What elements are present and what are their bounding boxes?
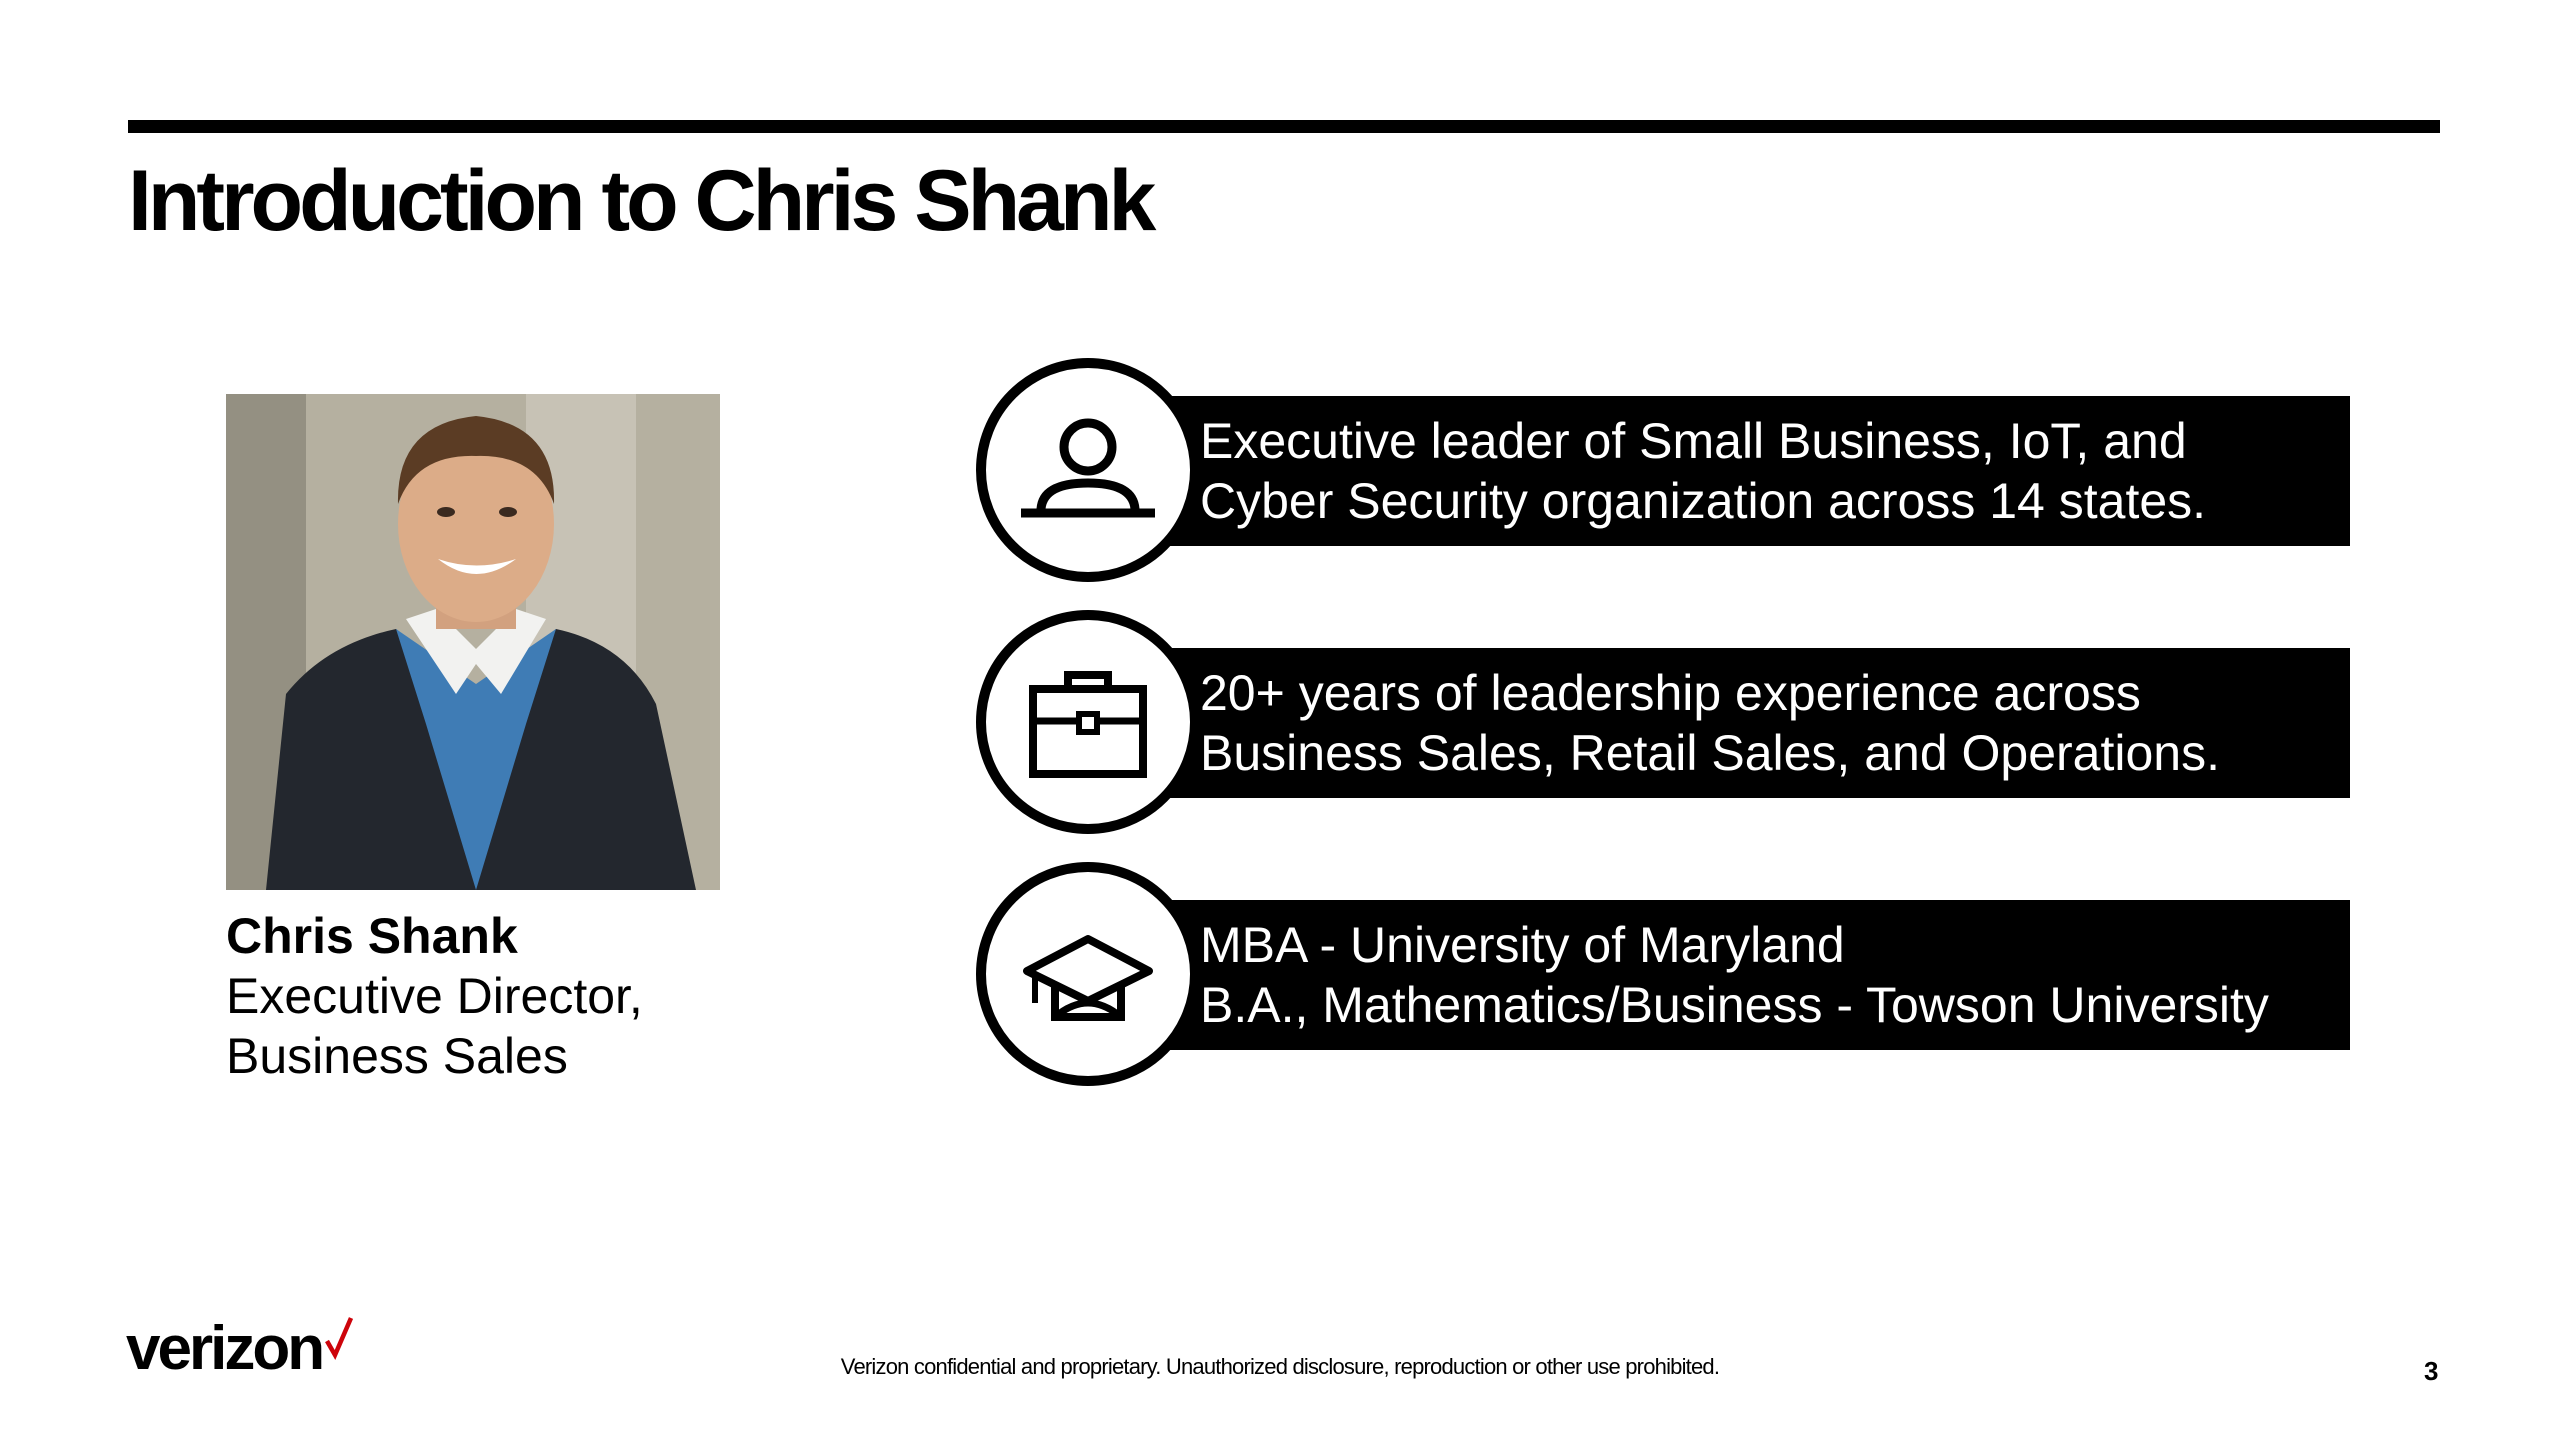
highlight-line: Cyber Security organization across 14 states. (1200, 473, 2207, 529)
logo-wordmark: verizon (126, 1314, 323, 1383)
highlight-text-box (1076, 396, 2350, 546)
person-name: Chris Shank (226, 908, 518, 964)
highlight-line: MBA - University of Maryland (1200, 917, 1845, 973)
person-title: Executive Director, Business Sales (226, 968, 643, 1084)
highlight-text-box (1076, 648, 2350, 798)
highlight-line: Business Sales, Retail Sales, and Operations. (1200, 725, 2220, 781)
highlight-text-box (1076, 900, 2350, 1050)
slide-title: Introduction to Chris Shank (128, 153, 1153, 249)
highlight-line: B.A., Mathematics/Business - Towson University (1200, 977, 2269, 1033)
highlight-line: 20+ years of leadership experience across (1200, 665, 2141, 721)
profile-photo (226, 394, 720, 890)
briefcase-icon (976, 610, 1200, 834)
highlight-education (976, 862, 2352, 1090)
highlight-line: Executive leader of Small Business, IoT, and (1200, 413, 2187, 469)
page-number: 3 (2424, 1356, 2439, 1386)
confidentiality-notice: Verizon confidential and proprietary. Unauthorized disclosure, reproduction or other use prohibited. (840, 1354, 1720, 1379)
title-rule (128, 120, 2440, 133)
graduation-cap-icon (976, 862, 1200, 1086)
highlight-experience (976, 610, 2352, 838)
highlight-leadership (976, 358, 2352, 586)
person-icon (976, 358, 1200, 582)
